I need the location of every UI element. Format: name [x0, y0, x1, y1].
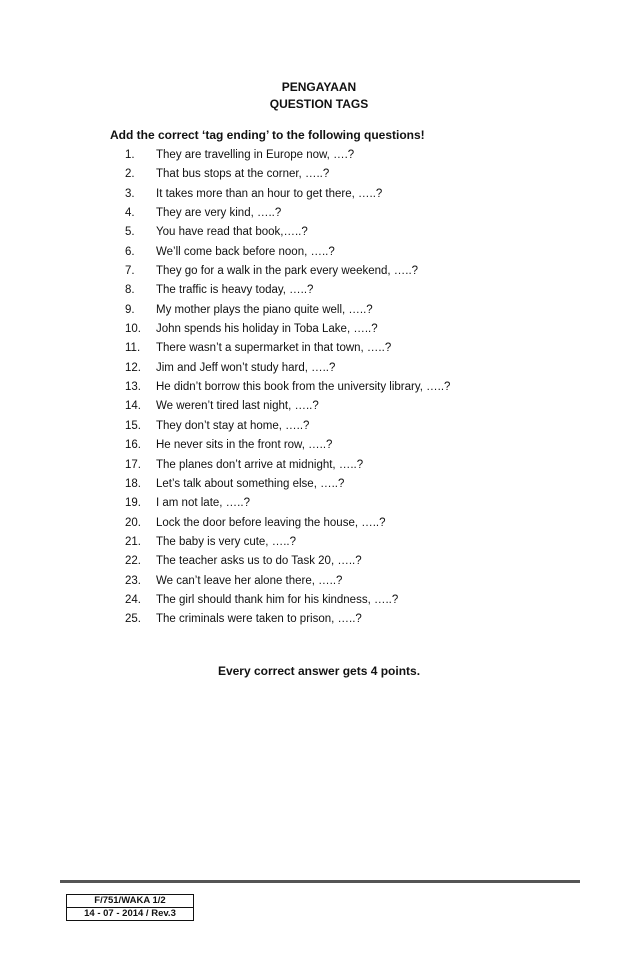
question-number: 1. [125, 149, 135, 161]
form-code: F/751/WAKA 1/2 [94, 895, 166, 906]
question-item [0, 458, 638, 477]
question-number: 4. [125, 207, 135, 220]
question-number: 21. [125, 535, 141, 548]
question-text: The traffic is heavy today, …..? [156, 284, 314, 297]
question-number: 17. [125, 458, 141, 471]
question-number: 14. [125, 400, 141, 413]
question-item [0, 283, 638, 302]
question-text: He didn’t borrow this book from the university library, …..? [156, 381, 451, 394]
question-number: 8. [125, 284, 135, 297]
question-text: We weren’t tired last night, …..? [156, 400, 319, 413]
question-number: 22. [125, 555, 141, 568]
question-text: He never sits in the front row, …..? [156, 439, 333, 452]
question-number: 2. [125, 168, 135, 181]
question-text: The baby is very cute, …..? [156, 535, 296, 548]
question-item [0, 496, 638, 515]
question-item [0, 419, 638, 438]
question-item [0, 438, 638, 457]
question-item [0, 322, 638, 341]
question-number: 16. [125, 439, 141, 452]
question-item [0, 574, 638, 593]
page-subtitle: QUESTION TAGS [269, 97, 369, 111]
question-item [0, 361, 638, 380]
question-item [0, 554, 638, 573]
form-code-box [66, 894, 194, 921]
question-text: I am not late, …..? [156, 497, 250, 510]
question-text: They are very kind, …..? [156, 207, 282, 220]
question-item [0, 612, 638, 631]
question-number: 18. [125, 477, 141, 490]
question-item [0, 341, 638, 360]
question-text: Let’s talk about something else, …..? [156, 477, 345, 490]
question-number: 12. [125, 361, 141, 374]
question-number: 25. [125, 613, 141, 626]
question-text: They don’t stay at home, …..? [156, 419, 310, 432]
instruction-text: Add the correct ‘tag ending’ to the following questions! [110, 128, 425, 142]
question-number: 3. [125, 187, 135, 200]
question-item [0, 593, 638, 612]
question-number: 15. [125, 419, 141, 432]
footer-divider [60, 880, 580, 883]
question-item [0, 167, 638, 186]
question-item [0, 535, 638, 554]
question-text: My mother plays the piano quite well, …..? [156, 303, 373, 316]
question-number: 13. [125, 381, 141, 394]
question-text: That bus stops at the corner, …..? [156, 168, 330, 181]
question-item [0, 399, 638, 418]
question-number: 23. [125, 574, 141, 587]
question-text: The girl should thank him for his kindness, …..? [156, 593, 399, 606]
question-item [0, 380, 638, 399]
page-title: PENGAYAAN [281, 80, 357, 94]
question-number: 7. [125, 265, 135, 278]
question-text: Jim and Jeff won’t study hard, …..? [156, 361, 336, 374]
question-item [0, 245, 638, 264]
question-text: The planes don’t arrive at midnight, …..? [156, 458, 364, 471]
question-text: John spends his holiday in Toba Lake, …..? [156, 323, 378, 336]
question-text: They go for a walk in the park every weekend, …..? [156, 265, 419, 278]
question-number: 20. [125, 516, 141, 529]
question-item [0, 225, 638, 244]
question-item [0, 477, 638, 496]
question-text: There wasn’t a supermarket in that town, …..? [156, 342, 392, 355]
question-text: The criminals were taken to prison, …..? [156, 613, 362, 626]
question-text: The teacher asks us to do Task 20, …..? [156, 555, 362, 568]
question-text: They are travelling in Europe now, ….? [156, 149, 355, 161]
question-item [0, 264, 638, 283]
question-number: 19. [125, 497, 141, 510]
question-number: 5. [125, 226, 135, 239]
revision-date: 14 - 07 - 2014 / Rev.3 [67, 907, 193, 920]
question-item [0, 187, 638, 206]
question-item [0, 206, 638, 225]
question-number: 11. [125, 342, 141, 355]
question-number: 9. [125, 303, 135, 316]
question-list [0, 148, 638, 632]
question-text: It takes more than an hour to get there, …..? [156, 187, 383, 200]
question-item [0, 516, 638, 535]
question-text: We can’t leave her alone there, …..? [156, 574, 343, 587]
scoring-note: Every correct answer gets 4 points. [217, 664, 421, 678]
question-text: We’ll come back before noon, …..? [156, 245, 335, 258]
question-item [0, 148, 638, 167]
question-item [0, 303, 638, 322]
question-number: 24. [125, 593, 141, 606]
question-text: You have read that book,…..? [156, 226, 308, 239]
question-text: Lock the door before leaving the house, …..? [156, 516, 386, 529]
question-number: 10. [125, 323, 141, 336]
question-number: 6. [125, 245, 135, 258]
